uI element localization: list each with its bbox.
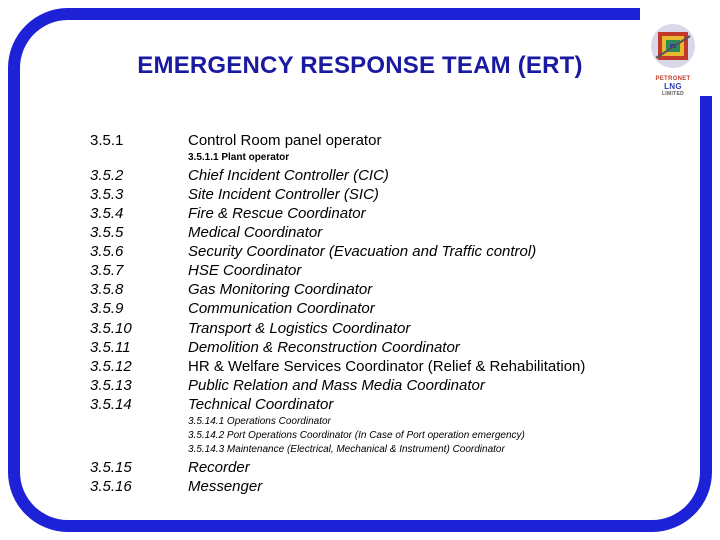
item-label: Gas Monitoring Coordinator xyxy=(188,281,373,298)
item-label: Security Coordinator (Evacuation and Traffic control) xyxy=(188,243,537,260)
item-label: Fire & Rescue Coordinator xyxy=(188,205,366,222)
subitem-maintenance: 3.5.14.3 Maintenance (Electrical, Mechanical & Instrument) Coordinator xyxy=(188,444,505,455)
item-number: 3.5.5 xyxy=(90,224,124,241)
item-number: 3.5.15 xyxy=(90,459,132,476)
item-label: Chief Incident Controller (CIC) xyxy=(188,167,389,184)
item-label: Demolition & Reconstruction Coordinator xyxy=(188,339,460,356)
item-number: 3.5.14 xyxy=(90,396,132,413)
subitem-plant-operator: 3.5.1.1 Plant operator xyxy=(188,152,290,163)
item-number: 3.5.12 xyxy=(90,358,132,375)
item-label: Site Incident Controller (SIC) xyxy=(188,186,379,203)
item-label: HR & Welfare Services Coordinator (Relief & Rehabilitation) xyxy=(188,358,586,375)
item-label: Communication Coordinator xyxy=(188,300,375,317)
item-label: Control Room panel operator xyxy=(188,132,382,149)
item-label: Recorder xyxy=(188,459,250,476)
item-number: 3.5.7 xyxy=(90,262,124,279)
item-number: 3.5.1 xyxy=(90,132,124,149)
item-number: 3.5.13 xyxy=(90,377,132,394)
item-label: Transport & Logistics Coordinator xyxy=(188,320,411,337)
subitem-port-operations: 3.5.14.2 Port Operations Coordinator (In Case of Port operation emergency) xyxy=(188,430,525,441)
item-number: 3.5.4 xyxy=(90,205,124,222)
item-number: 3.5.16 xyxy=(90,478,132,495)
item-number: 3.5.2 xyxy=(90,167,124,184)
item-number: 3.5.11 xyxy=(90,339,131,356)
page-title: EMERGENCY RESPONSE TEAM (ERT) xyxy=(137,52,583,79)
item-number: 3.5.9 xyxy=(90,300,124,317)
item-number: 3.5.6 xyxy=(90,243,124,260)
item-number: 3.5.3 xyxy=(90,186,124,203)
item-label: HSE Coordinator xyxy=(188,262,302,279)
logo-line-1: PETRONET xyxy=(655,76,691,82)
subitem-operations: 3.5.14.1 Operations Coordinator xyxy=(188,416,331,427)
logo-line-3: LIMITED xyxy=(661,91,685,97)
item-label: Messenger xyxy=(188,478,263,495)
item-number: 3.5.10 xyxy=(90,320,132,337)
item-number: 3.5.8 xyxy=(90,281,124,298)
item-label: Public Relation and Mass Media Coordinator xyxy=(188,377,485,394)
item-label: Medical Coordinator xyxy=(188,224,323,241)
logo-line-2: LNG xyxy=(664,82,682,91)
item-label: Technical Coordinator xyxy=(188,396,334,413)
